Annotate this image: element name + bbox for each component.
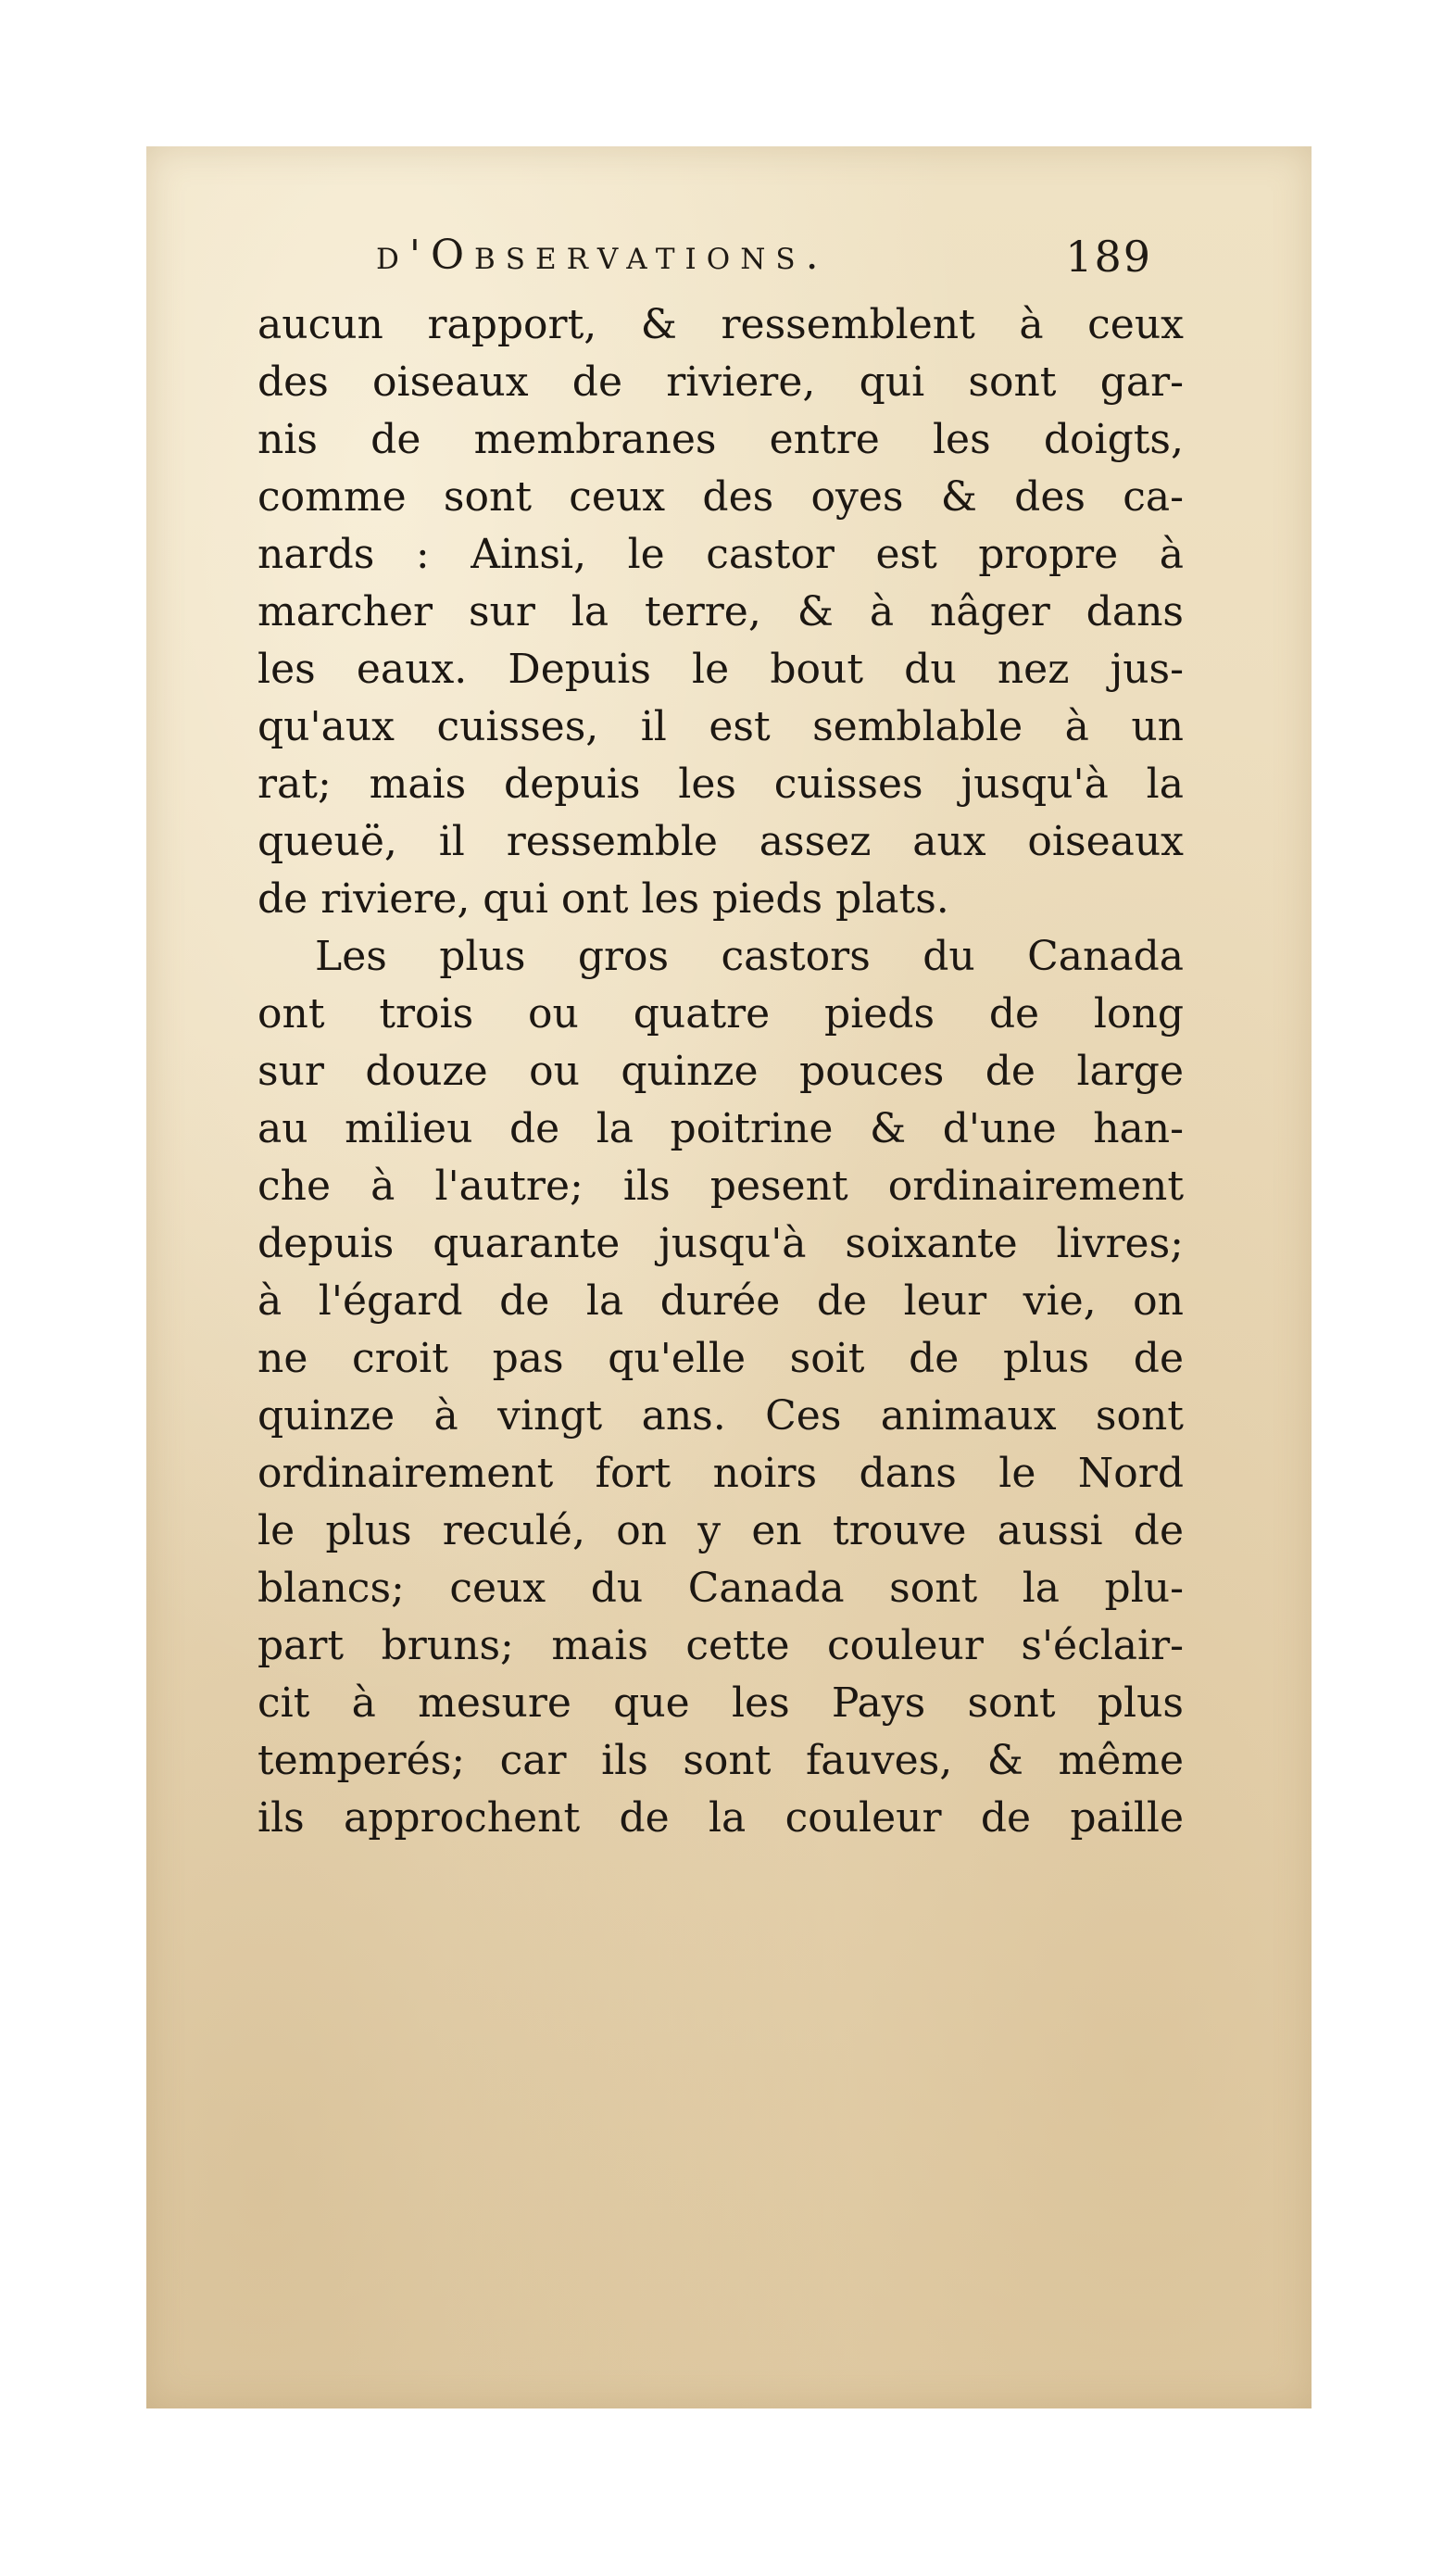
text-line: à l'égard de la durée de leur vie, on [257,1277,1184,1325]
body-text [257,296,1184,1847]
text-line: sur douze ou quinze pouces de large [257,1048,1184,1095]
running-title: d'Observations. [376,232,829,279]
text-line: marcher sur la terre, & à nâger dans [257,588,1184,635]
text-line: che à l'autre; ils pesent ordinairement [257,1163,1184,1210]
book-page [146,146,1312,2408]
text-line: rat; mais depuis les cuisses jusqu'à la [257,761,1184,808]
text-line: quinze à vingt ans. Ces animaux sont [257,1392,1184,1440]
text-line: ils approchent de la couleur de paille [257,1794,1184,1842]
text-line: les eaux. Depuis le bout du nez jus- [257,646,1184,693]
paragraph-start-line: Les plus gros castors du Canada [315,933,1184,980]
text-line: comme sont ceux des oyes & des ca- [257,473,1184,521]
text-line: ordinairement fort noirs dans le Nord [257,1450,1184,1497]
text-line: le plus reculé, on y en trouve aussi de [257,1507,1184,1554]
text-line: part bruns; mais cette couleur s'éclair- [257,1622,1184,1669]
text-line: ne croit pas qu'elle soit de plus de [257,1335,1184,1382]
text-line: des oiseaux de riviere, qui sont gar- [257,358,1184,406]
text-line: queuë, il ressemble assez aux oiseaux [257,818,1184,865]
page-header [376,232,1152,296]
text-line: blancs; ceux du Canada sont la plu- [257,1565,1184,1612]
text-line: nis de membranes entre les doigts, [257,416,1184,463]
text-line: aucun rapport, & ressemblent à ceux [257,301,1184,348]
text-line: au milieu de la poitrine & d'une han- [257,1105,1184,1152]
text-line: temperés; car ils sont fauves, & même [257,1737,1184,1784]
text-line: cit à mesure que les Pays sont plus [257,1679,1184,1727]
page-number: 189 [1065,232,1152,282]
text-line: ont trois ou quatre pieds de long [257,990,1184,1038]
text-line: nards : Ainsi, le castor est propre à [257,531,1184,578]
text-line: qu'aux cuisses, il est semblable à un [257,703,1184,750]
text-line: depuis quarante jusqu'à soixante livres; [257,1220,1184,1267]
paragraph-end-line: de riviere, qui ont les pieds plats. [257,875,949,923]
